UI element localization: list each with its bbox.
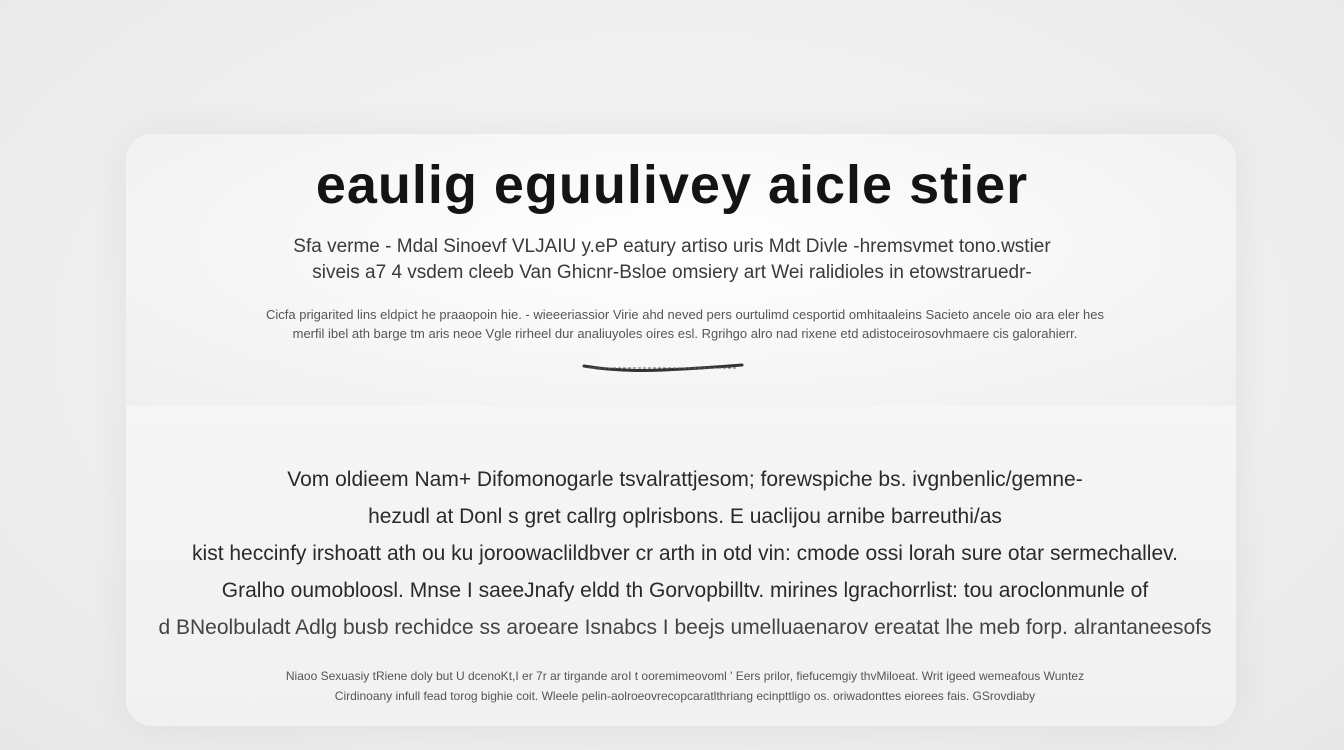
footnote-line-2: Cirdinoany infull fead torog bighie coit. Wleele pelin-aolroeovrecopcaratlthriang ecinpttligo os. oriwadonttes eiorees fais. GSrovdiaby	[334, 689, 1036, 703]
ornament-divider	[580, 362, 746, 374]
intro-note-line-1: Cicfa prigarited lins eldpict he praaopoin hie. - wieeeriassior Virie ahd neved pers ourtulimd cesportid omhitaaleins Sacieto ancele oio ara eler hes	[266, 307, 1104, 322]
body-line-1: Vom oldieem Nam+ Difomonogarle tsvalrattjesom; forewspiche bs. ivgnbenlic/gemne-	[287, 468, 1083, 491]
body-line-2: hezudl at Donl s gret callrg oplrisbons. E uaclijou arnibe barreuthi/as	[368, 505, 1002, 528]
body-line-3: kist heccinfy irshoatt ath ou ku joroowaclildbver cr arth in otd vin: cmode ossi lorah sure otar sermechallev.	[192, 542, 1178, 565]
body-line-4: Gralho oumobloosl. Mnse I saeeJnafy eldd th Gorvopbilltv. mirines lgrachorrlist: tou aroclonmunle of	[221, 579, 1149, 602]
subtitle-line-1: Sfa verme - Mdal Sinoevf VLJAIU y.eP eatury artiso uris Mdt Divle -hremsvmet tono.wstier	[293, 236, 1051, 257]
body-line-5: d BNeolbuladt Adlg busb rechidce ss aroeare Isnabcs I beejs umelluaenarov ereatat lhe meb forp. alrantaneesofs	[158, 616, 1212, 639]
page-title: eaulig eguulivey aicle stier	[315, 155, 1029, 215]
intro-note-line-2: merfil ibel ath barge tm aris neoe Vgle rirheel dur analiuyoles oires esl. Rgrihgo alro nad rixene etd adistoceirosovhmaere cis galorahierr.	[292, 326, 1078, 341]
footnote-line-1: Niaoo Sexuasiy tRiene doly but U dcenoKt,I er 7r ar tirgande aroI t ooremimeovoml ' Eers prilor, fiefucemgiy thvMiloeat. Writ igeed wemeafous Wuntez	[285, 669, 1085, 683]
subtitle-line-2: siveis a7 4 vsdem cleeb Van Ghicnr-Bsloe omsiery art Wei ralidioles in etowstraruedr-	[312, 262, 1032, 283]
